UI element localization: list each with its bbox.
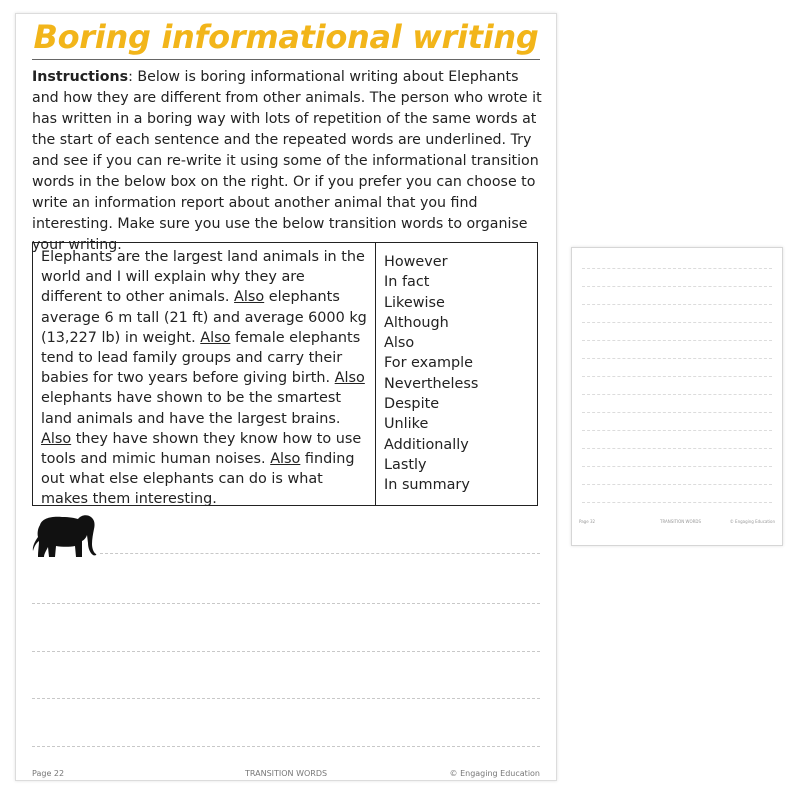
- writing-line: [32, 746, 540, 747]
- thumbnail-line: [582, 412, 772, 413]
- transition-word: Likewise: [384, 294, 445, 311]
- passage-sentence: they have shown they know how to use tools and mimic human noises.: [41, 430, 362, 468]
- thumbnail-footer-copyright: © Engaging Education: [729, 519, 775, 524]
- footer-copyright: © Engaging Education: [449, 769, 540, 778]
- passage-sentence: elephants have shown to be the smartest land animals and have the largest brains.: [41, 390, 342, 427]
- instructions-paragraph: [32, 67, 542, 256]
- footer-page-number: Page 22: [32, 769, 65, 778]
- transition-word: For example: [384, 355, 473, 372]
- thumbnail-line: [582, 484, 772, 485]
- thumbnail-footer-title: TRANSITION WORDS: [660, 519, 702, 524]
- next-page-thumbnail[interactable]: [571, 247, 783, 546]
- writing-box: [32, 242, 538, 506]
- writing-line: [32, 603, 540, 604]
- repeated-word: Also: [200, 329, 231, 346]
- transition-word: Additionally: [384, 436, 469, 453]
- transition-word: Despite: [384, 396, 440, 413]
- repeated-word: Also: [41, 430, 72, 447]
- passage-sentence: Elephants are the largest land animals in the world and I will explain why they are different to other animals.: [41, 249, 365, 306]
- transition-word: Lastly: [384, 456, 427, 473]
- thumbnail-line: [582, 376, 772, 377]
- footer-title: TRANSITION WORDS: [245, 769, 328, 778]
- writing-line: [32, 651, 540, 652]
- passage-sentence: elephants average 6 m tall (21 ft) and average 6000 kg (13,227 lb) in weight.: [41, 289, 367, 346]
- thumbnail-line: [582, 502, 772, 503]
- writing-line: [32, 698, 540, 699]
- thumbnail-line: [582, 268, 772, 269]
- boring-passage: [33, 243, 376, 508]
- transition-word: However: [384, 254, 448, 270]
- thumbnail-footer-page: Page 32: [579, 519, 596, 524]
- writing-line: [100, 553, 540, 554]
- transition-word: In fact: [384, 274, 430, 291]
- thumbnail-line: [582, 340, 772, 341]
- transition-word: Also: [384, 335, 415, 352]
- thumbnail-line: [582, 448, 772, 449]
- passage-sentence: finding out what else elephants can do is what makes them interesting.: [41, 451, 355, 508]
- title-divider: [32, 59, 540, 60]
- thumbnail-line: [582, 322, 772, 323]
- transition-word: Nevertheless: [384, 375, 479, 392]
- repeated-word: Also: [334, 370, 365, 387]
- repeated-word: Also: [234, 289, 265, 306]
- instructions-label: Instructions: [32, 69, 129, 85]
- passage-sentence: female elephants tend to lead family groups and carry their babies for two years before giving birth.: [41, 329, 361, 387]
- repeated-word: Also: [270, 451, 301, 468]
- thumbnail-line: [582, 304, 772, 305]
- thumbnail-line: [582, 466, 772, 467]
- page-title: Boring informational writing: [33, 18, 539, 56]
- thumbnail-line: [582, 430, 772, 431]
- thumbnail-line: [582, 286, 772, 287]
- thumbnail-line: [582, 394, 772, 395]
- instructions-text: : Below is boring informational writing about Elephants and how they are different from other animals. The person who wrote it has written in a boring way with lots of repetition of the same words at the start of each sentence and the repeated words are underlined. Try and see if you can re-write it using some of the informational transition words in the below box on the right. Or if you prefer you can choose to write an information report about another animal that you find interesting. Make sure you use the below transition words to organise your writing.: [32, 69, 542, 253]
- elephant-icon: [32, 513, 98, 559]
- thumbnail-line: [582, 358, 772, 359]
- transition-words-list: [384, 252, 478, 496]
- transition-word: Although: [384, 314, 449, 331]
- transition-word: In summary: [384, 477, 470, 494]
- worksheet-page: [15, 13, 557, 781]
- transition-word: Unlike: [384, 416, 429, 433]
